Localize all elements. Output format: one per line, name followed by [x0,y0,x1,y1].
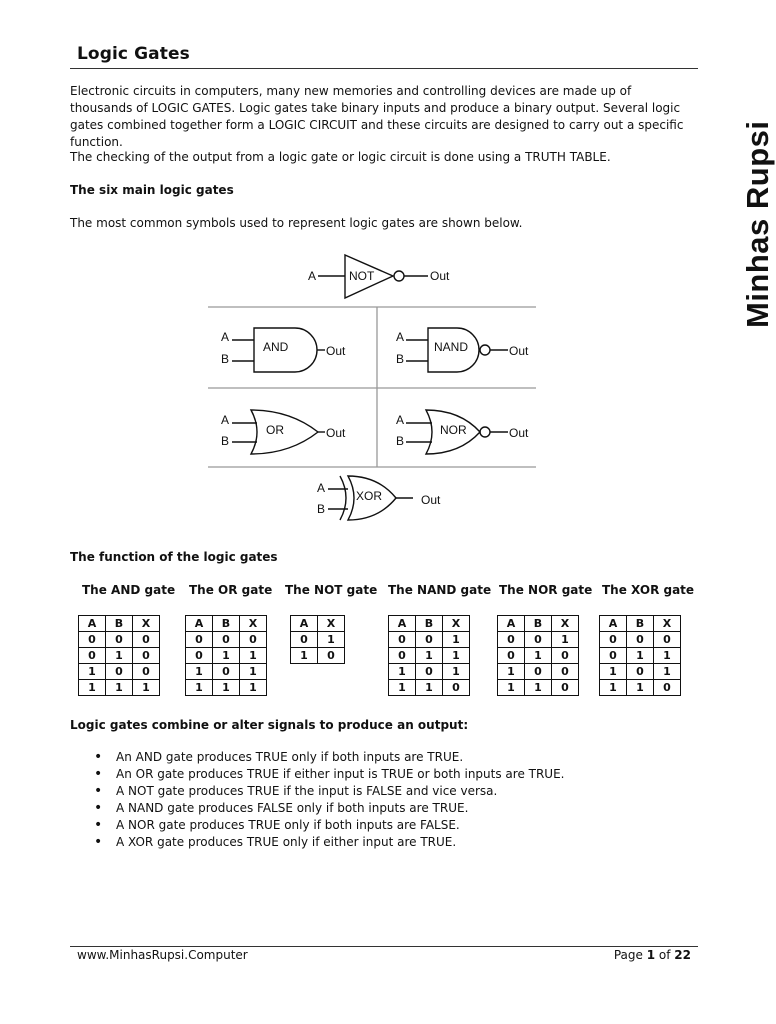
or-input-a: A [221,413,230,427]
table-cell: A [79,616,106,632]
table-row [186,632,267,648]
table-row [291,648,345,664]
table-cell: 1 [416,680,443,696]
table-cell: 1 [106,648,133,664]
truth-table-paragraph: The checking of the output from a logic gate or logic circuit is done using a TRUTH TABLE. [70,150,611,164]
table-cell: 0 [133,632,160,648]
footer-divider [70,946,698,947]
page-current: 1 [646,948,656,962]
table-cell: 0 [389,632,416,648]
table-cell: 0 [79,648,106,664]
table-cell: 0 [654,680,681,696]
table-cell: 1 [552,632,579,648]
combine-heading: Logic gates combine or alter signals to produce an output: [70,718,469,732]
table-cell: 1 [654,664,681,680]
nor-gate-label: NOR [440,423,467,437]
gate-descriptions-list [94,749,694,851]
table-cell: B [627,616,654,632]
list-item: • A XOR gate produces TRUE only if either input are TRUE. [94,834,694,851]
table-cell: B [416,616,443,632]
nand-output-label: Out [509,344,529,358]
table-cell: X [318,616,345,632]
and-output-label: Out [326,344,346,358]
nor-truth-table [497,615,579,696]
symbols-intro: The most common symbols used to represent logic gates are shown below. [70,216,523,230]
not-output-label: Out [430,269,450,283]
and-table-title: The AND gate [82,583,176,597]
table-cell: 0 [552,680,579,696]
table-cell: X [654,616,681,632]
table-row [79,632,160,648]
table-cell: 0 [106,664,133,680]
table-cell: 0 [443,680,470,696]
xor-gate-label: XOR [356,489,383,503]
nand-input-a: A [396,330,405,344]
table-cell: 0 [627,664,654,680]
nand-gate-label: NAND [434,340,469,354]
table-cell: 1 [213,680,240,696]
table-cell: 1 [443,648,470,664]
table-cell: 1 [213,648,240,664]
table-cell: 0 [600,648,627,664]
list-item: • An OR gate produces TRUE if either input is TRUE or both inputs are TRUE. [94,766,694,783]
table-row [186,680,267,696]
table-cell: B [106,616,133,632]
intro-paragraph: Electronic circuits in computers, many new memories and controlling devices are made up of thousands of LOGIC GATES. Logic gates take binary inputs and produce a binary output. Several logic gates combined together form a LOGIC CIRCUIT and these circuits are designed to carry out a specific function. [70,84,684,149]
and-input-b: B [221,352,230,366]
not-gate-label: NOT [349,269,375,283]
table-row [389,632,470,648]
or-gate-label: OR [266,423,284,437]
table-row [389,648,470,664]
table-row [498,680,579,696]
table-cell: 1 [240,648,267,664]
nor-table-title: The NOR gate [499,583,593,597]
table-cell: 0 [416,664,443,680]
nor-output-label: Out [509,426,529,440]
table-cell: X [552,616,579,632]
nand-input-b: B [396,352,405,366]
table-header-row [600,616,681,632]
table-cell: 0 [525,632,552,648]
table-cell: 0 [552,648,579,664]
function-heading: The function of the logic gates [70,550,278,564]
table-row [600,632,681,648]
table-cell: A [389,616,416,632]
table-cell: 1 [525,648,552,664]
page-prefix: Page [613,948,643,962]
table-header-row [79,616,160,632]
table-header-row [186,616,267,632]
table-cell: 1 [240,664,267,680]
table-cell: 0 [106,632,133,648]
six-gates-heading: The six main logic gates [70,183,234,197]
table-cell: A [291,616,318,632]
page-of: of [658,948,671,962]
table-cell: A [600,616,627,632]
table-cell: 0 [416,632,443,648]
table-cell: 1 [389,680,416,696]
nand-table-title: The NAND gate [388,583,492,597]
list-item: • A NAND gate produces FALSE only if both inputs are TRUE. [94,800,694,817]
table-row [389,680,470,696]
table-cell: 1 [106,680,133,696]
table-cell: 1 [654,648,681,664]
table-cell: 0 [389,648,416,664]
table-cell: 0 [291,632,318,648]
table-cell: 1 [600,664,627,680]
table-row [186,664,267,680]
footer-website: www.MinhasRupsi.Computer [77,948,248,962]
and-input-a: A [221,330,230,344]
xor-output-label: Out [421,493,441,507]
table-cell: 1 [627,680,654,696]
table-cell: 0 [600,632,627,648]
nor-input-b: B [396,434,405,448]
xor-truth-table [599,615,681,696]
footer-page-number [614,948,691,962]
table-cell: 1 [498,664,525,680]
table-cell: 0 [240,632,267,648]
table-row [600,664,681,680]
table-cell: 1 [498,680,525,696]
table-header-row [291,616,345,632]
xor-table-title: The XOR gate [602,583,695,597]
and-truth-table [78,615,160,696]
table-cell: 1 [416,648,443,664]
list-item: • A NOT gate produces TRUE if the input is FALSE and vice versa. [94,783,694,800]
table-cell: 1 [79,680,106,696]
table-cell: 0 [627,632,654,648]
table-cell: 1 [525,680,552,696]
table-cell: 1 [186,680,213,696]
table-cell: 0 [213,664,240,680]
table-cell: X [443,616,470,632]
table-row [498,648,579,664]
table-row [79,648,160,664]
not-truth-table [290,615,345,664]
table-cell: X [240,616,267,632]
page-title: Logic Gates [77,44,190,64]
table-row [291,632,345,648]
table-cell: 0 [213,632,240,648]
table-cell: 0 [654,632,681,648]
nand-truth-table [388,615,470,696]
table-cell: 1 [79,664,106,680]
side-brand: Minhas Rupsi [740,120,775,328]
table-row [600,648,681,664]
nor-input-a: A [396,413,405,427]
list-item: • A NOR gate produces TRUE only if both inputs are FALSE. [94,817,694,834]
table-row [389,664,470,680]
table-row [498,632,579,648]
table-cell: A [498,616,525,632]
table-cell: 1 [389,664,416,680]
table-cell: 1 [240,680,267,696]
table-cell: 0 [498,632,525,648]
or-table-title: The OR gate [189,583,273,597]
table-cell: 1 [627,648,654,664]
table-cell: 0 [318,648,345,664]
table-row [186,648,267,664]
table-cell: B [525,616,552,632]
table-cell: 0 [552,664,579,680]
table-cell: 0 [525,664,552,680]
table-cell: A [186,616,213,632]
table-row [79,680,160,696]
table-cell: 1 [443,664,470,680]
table-cell: X [133,616,160,632]
table-cell: 0 [133,664,160,680]
table-cell: B [213,616,240,632]
table-cell: 1 [443,632,470,648]
page-total: 22 [674,948,691,962]
table-row [600,680,681,696]
not-input-a: A [308,269,317,283]
and-gate-label: AND [263,340,289,354]
table-header-row [389,616,470,632]
table-cell: 0 [133,648,160,664]
table-cell: 1 [600,680,627,696]
table-cell: 0 [186,632,213,648]
list-item: • An AND gate produces TRUE only if both inputs are TRUE. [94,749,694,766]
table-cell: 0 [498,648,525,664]
or-output-label: Out [326,426,346,440]
table-row [498,664,579,680]
xor-input-a: A [317,481,326,495]
table-cell: 0 [186,648,213,664]
table-cell: 1 [186,664,213,680]
or-truth-table [185,615,267,696]
or-input-b: B [221,434,230,448]
table-row [79,664,160,680]
xor-input-b: B [317,502,326,516]
not-table-title: The NOT gate [285,583,378,597]
table-cell: 0 [79,632,106,648]
table-cell: 1 [291,648,318,664]
table-header-row [498,616,579,632]
table-cell: 1 [133,680,160,696]
table-cell: 1 [318,632,345,648]
